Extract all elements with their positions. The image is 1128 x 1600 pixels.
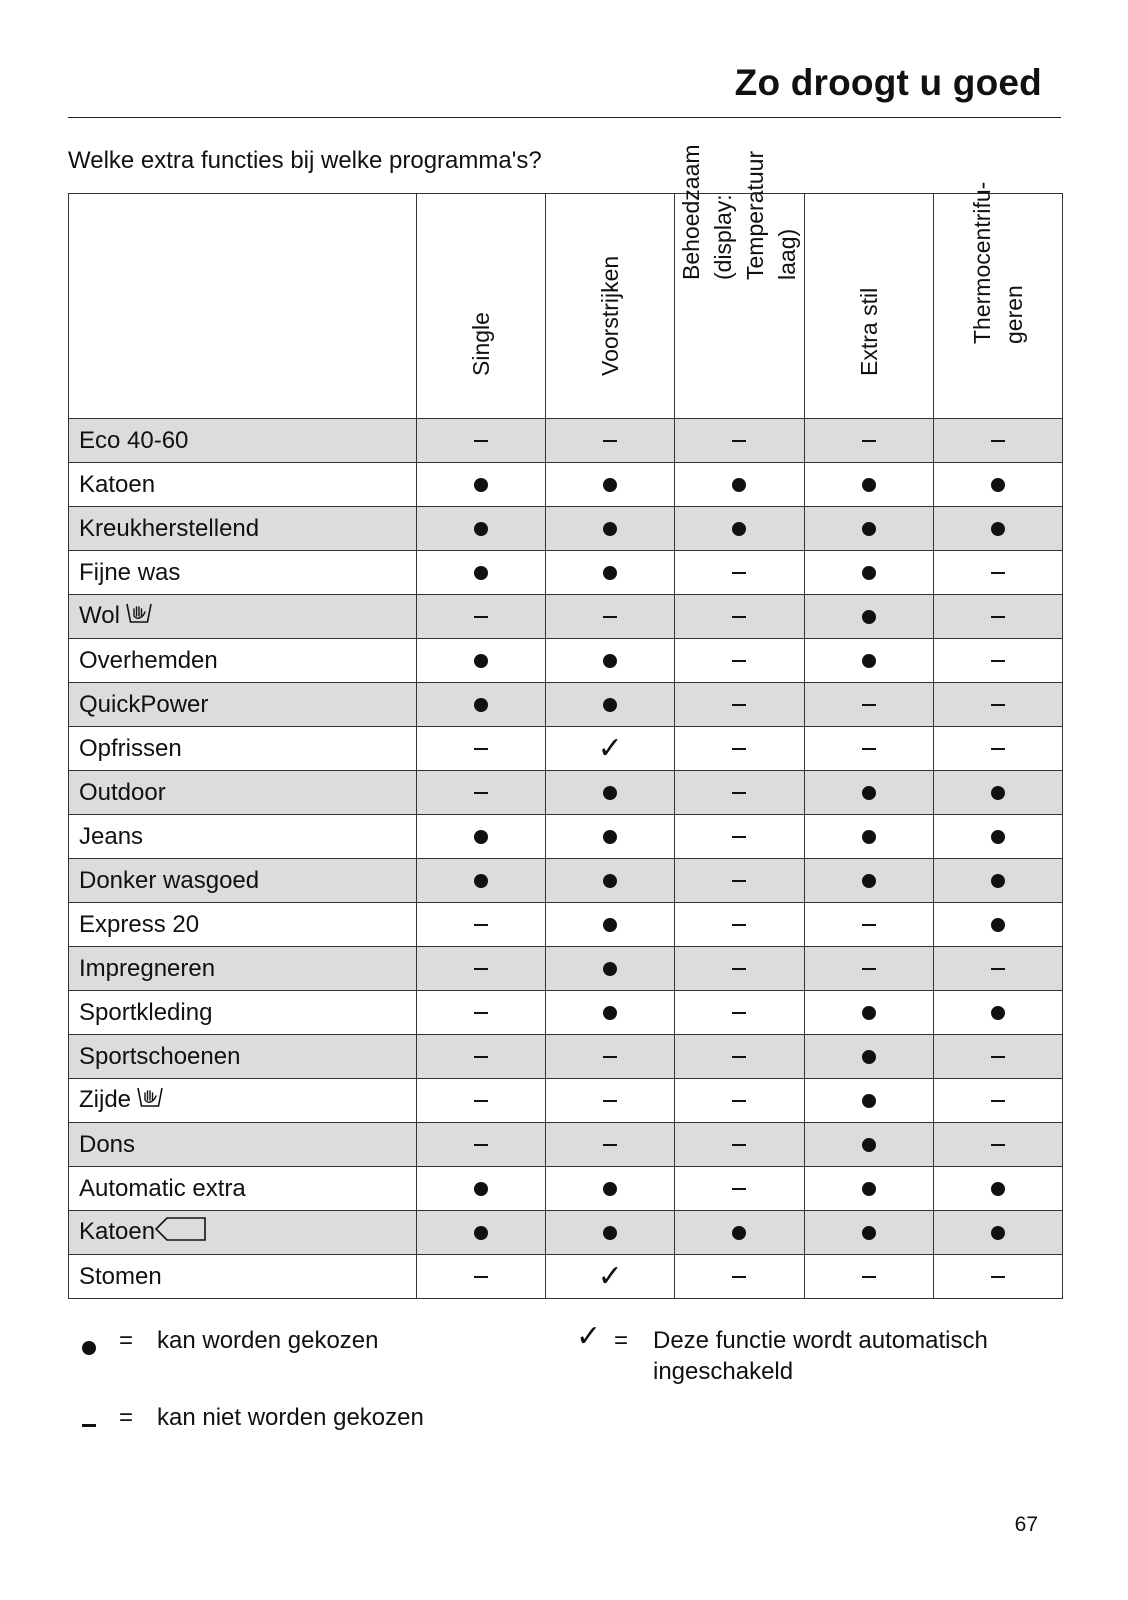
program-name: Wol — [79, 601, 120, 629]
legend-equals: = — [119, 1327, 134, 1354]
dash-icon — [732, 1188, 746, 1191]
value-cell — [933, 771, 1062, 815]
program-name: Katoen — [79, 1217, 156, 1245]
program-name-cell — [69, 771, 417, 815]
dash-icon — [603, 1056, 617, 1059]
column-header-voorstrijken: Voorstrijken — [546, 194, 675, 419]
dash-icon — [862, 968, 876, 971]
dash-icon — [991, 1276, 1005, 1279]
hand-wash-icon — [126, 600, 152, 633]
value-cell — [675, 991, 804, 1035]
header-row — [69, 194, 1063, 419]
value-cell — [546, 1255, 675, 1299]
value-cell — [675, 771, 804, 815]
dot-icon — [603, 962, 617, 976]
value-cell — [546, 903, 675, 947]
value-cell — [416, 1035, 545, 1079]
legend-check-text-line1: Deze functie wordt automatisch — [653, 1327, 988, 1354]
dash-icon — [732, 1100, 746, 1103]
value-cell — [933, 727, 1062, 771]
program-name-cell — [69, 1123, 417, 1167]
value-cell — [804, 947, 933, 991]
value-cell — [416, 991, 545, 1035]
dash-icon — [991, 616, 1005, 619]
dash-icon — [862, 924, 876, 927]
page-title: Zo droogt u goed — [734, 62, 1042, 103]
value-cell — [933, 1035, 1062, 1079]
value-cell — [546, 771, 675, 815]
dot-icon — [603, 830, 617, 844]
program-name: Impregneren — [79, 954, 216, 982]
value-cell — [675, 727, 804, 771]
dot-icon — [603, 1006, 617, 1020]
legend-dot-icon — [82, 1333, 96, 1361]
value-cell — [933, 991, 1062, 1035]
dot-icon — [603, 566, 617, 580]
value-cell — [933, 1079, 1062, 1123]
value-cell — [546, 463, 675, 507]
dot-icon — [862, 566, 876, 580]
value-cell — [933, 595, 1062, 639]
dot-icon — [862, 786, 876, 800]
value-cell — [416, 815, 545, 859]
program-name-cell — [69, 551, 417, 595]
dot-icon — [862, 1094, 876, 1108]
dash-icon — [603, 1144, 617, 1147]
program-name-cell — [69, 947, 417, 991]
program-name-cell — [69, 1167, 417, 1211]
value-cell — [804, 727, 933, 771]
dash-icon — [991, 440, 1005, 443]
table-row — [69, 1123, 1063, 1167]
value-cell — [675, 815, 804, 859]
value-cell — [933, 507, 1062, 551]
program-name: Dons — [79, 1130, 136, 1158]
value-cell — [416, 419, 545, 463]
program-name: Outdoor — [79, 778, 166, 806]
value-cell — [416, 947, 545, 991]
dot-icon — [991, 786, 1005, 800]
program-name: Automatic extra — [79, 1174, 246, 1202]
dot-icon — [474, 478, 488, 492]
value-cell — [546, 859, 675, 903]
legend-dash-text: kan niet worden gekozen — [157, 1404, 424, 1431]
dash-icon — [732, 836, 746, 839]
table-row — [69, 947, 1063, 991]
dash-icon — [991, 704, 1005, 707]
program-name-cell — [69, 463, 417, 507]
dot-icon — [991, 874, 1005, 888]
dash-icon — [991, 1056, 1005, 1059]
value-cell — [546, 551, 675, 595]
value-cell — [804, 815, 933, 859]
program-name-cell — [69, 903, 417, 947]
dot-icon — [474, 874, 488, 888]
value-cell — [416, 771, 545, 815]
corner-cell — [69, 194, 417, 419]
table-row — [69, 1079, 1063, 1123]
value-cell — [675, 419, 804, 463]
program-name: Express 20 — [79, 910, 200, 938]
value-cell — [933, 1211, 1062, 1255]
dash-icon — [991, 572, 1005, 575]
table-row — [69, 463, 1063, 507]
value-cell — [804, 991, 933, 1035]
value-cell — [804, 463, 933, 507]
dot-icon — [862, 522, 876, 536]
check-icon: ✓ — [597, 730, 623, 766]
dash-icon — [603, 1100, 617, 1103]
table-row — [69, 507, 1063, 551]
value-cell — [933, 1167, 1062, 1211]
program-name: Fijne was — [79, 558, 181, 586]
value-cell — [675, 1123, 804, 1167]
value-cell — [675, 639, 804, 683]
value-cell — [933, 639, 1062, 683]
dot-icon — [862, 478, 876, 492]
value-cell — [416, 683, 545, 727]
program-name-cell — [69, 683, 417, 727]
value-cell — [804, 551, 933, 595]
dash-icon — [474, 616, 488, 619]
dash-icon — [862, 704, 876, 707]
column-header-behoedzaam: Behoedzaam (display: Temperatuur laag) — [675, 194, 804, 419]
value-cell — [416, 463, 545, 507]
dot-icon — [862, 654, 876, 668]
dash-icon — [732, 1276, 746, 1279]
dot-icon — [474, 698, 488, 712]
program-name-cell — [69, 507, 417, 551]
legend-dot-text: kan worden gekozen — [157, 1327, 379, 1354]
value-cell — [416, 903, 545, 947]
value-cell — [675, 551, 804, 595]
table-row — [69, 419, 1063, 463]
value-cell — [546, 683, 675, 727]
value-cell — [546, 727, 675, 771]
value-cell — [933, 683, 1062, 727]
value-cell — [546, 947, 675, 991]
dash-icon — [732, 748, 746, 751]
value-cell — [546, 1167, 675, 1211]
value-cell — [416, 639, 545, 683]
value-cell — [804, 639, 933, 683]
value-cell — [416, 727, 545, 771]
value-cell — [416, 1211, 545, 1255]
value-cell — [546, 1035, 675, 1079]
eco-tag-icon — [155, 1216, 207, 1249]
dash-icon — [474, 748, 488, 751]
table-row — [69, 991, 1063, 1035]
value-cell — [675, 1079, 804, 1123]
value-cell — [933, 551, 1062, 595]
program-name-cell — [69, 419, 417, 463]
dot-icon — [474, 1226, 488, 1240]
value-cell — [804, 1123, 933, 1167]
dash-icon — [732, 880, 746, 883]
title-rule — [68, 117, 1061, 118]
dot-icon — [603, 1182, 617, 1196]
dash-icon — [991, 748, 1005, 751]
value-cell — [933, 947, 1062, 991]
value-cell — [546, 507, 675, 551]
value-cell — [546, 639, 675, 683]
dash-icon — [862, 440, 876, 443]
value-cell — [675, 947, 804, 991]
program-name: Overhemden — [79, 646, 218, 674]
dash-icon — [991, 968, 1005, 971]
program-name-cell — [69, 639, 417, 683]
value-cell — [933, 419, 1062, 463]
value-cell — [416, 1167, 545, 1211]
dot-icon — [474, 522, 488, 536]
dot-icon — [991, 478, 1005, 492]
dash-icon — [732, 704, 746, 707]
program-name-cell — [69, 815, 417, 859]
dash-icon — [862, 1276, 876, 1279]
dot-icon — [474, 566, 488, 580]
dot-icon — [991, 830, 1005, 844]
program-name-cell — [69, 727, 417, 771]
value-cell — [804, 1167, 933, 1211]
dash-icon — [732, 1144, 746, 1147]
program-name-cell — [69, 1211, 417, 1255]
dash-icon — [474, 1056, 488, 1059]
program-name: Stomen — [79, 1262, 162, 1290]
dot-icon — [474, 1182, 488, 1196]
value-cell — [416, 1123, 545, 1167]
page-number: 67 — [1014, 1513, 1038, 1536]
value-cell — [546, 1079, 675, 1123]
program-name-cell — [69, 1255, 417, 1299]
dash-icon — [732, 616, 746, 619]
dash-icon — [474, 440, 488, 443]
intro-text: Welke extra functies bij welke programma's? — [68, 147, 542, 174]
dash-icon — [732, 924, 746, 927]
program-name: Jeans — [79, 822, 144, 850]
dot-icon — [991, 1226, 1005, 1240]
dot-icon — [603, 1226, 617, 1240]
table-row — [69, 639, 1063, 683]
value-cell — [546, 419, 675, 463]
column-header-single: Single — [416, 194, 545, 419]
program-name: QuickPower — [79, 690, 209, 718]
value-cell — [804, 903, 933, 947]
value-cell — [416, 551, 545, 595]
value-cell — [804, 419, 933, 463]
value-cell — [546, 815, 675, 859]
dot-icon — [991, 1182, 1005, 1196]
hand-wash-icon — [137, 1084, 163, 1117]
table-row — [69, 1255, 1063, 1299]
legend-check-icon: ✓ — [576, 1319, 602, 1354]
value-cell — [416, 595, 545, 639]
dash-icon — [732, 968, 746, 971]
dot-icon — [603, 786, 617, 800]
value-cell — [804, 1035, 933, 1079]
value-cell — [675, 1167, 804, 1211]
program-name-cell — [69, 991, 417, 1035]
value-cell — [804, 1079, 933, 1123]
program-name: Sportkleding — [79, 998, 213, 1026]
value-cell — [416, 859, 545, 903]
dot-icon — [603, 874, 617, 888]
dash-icon — [474, 1276, 488, 1279]
value-cell — [933, 1123, 1062, 1167]
table-row — [69, 683, 1063, 727]
value-cell — [546, 991, 675, 1035]
program-name-cell — [69, 1079, 417, 1123]
value-cell — [804, 1211, 933, 1255]
dash-icon — [474, 1144, 488, 1147]
program-name: Kreukherstellend — [79, 514, 260, 542]
dot-icon — [862, 830, 876, 844]
column-header-extra-stil: Extra stil — [804, 194, 933, 419]
value-cell — [804, 771, 933, 815]
value-cell — [675, 683, 804, 727]
dot-icon — [474, 830, 488, 844]
value-cell — [675, 1255, 804, 1299]
dash-icon — [862, 748, 876, 751]
dash-icon — [603, 440, 617, 443]
column-header-thermocentrifugeren: Thermocentrifu- geren — [933, 194, 1062, 419]
value-cell — [804, 859, 933, 903]
program-name-cell — [69, 1035, 417, 1079]
dash-icon — [474, 924, 488, 927]
table-row — [69, 1167, 1063, 1211]
table-row — [69, 551, 1063, 595]
dot-icon — [603, 918, 617, 932]
table-row — [69, 727, 1063, 771]
table-row — [69, 1035, 1063, 1079]
value-cell — [416, 1079, 545, 1123]
dot-icon — [862, 1182, 876, 1196]
dot-icon — [862, 874, 876, 888]
check-icon: ✓ — [597, 1258, 623, 1294]
program-name: Sportschoenen — [79, 1042, 241, 1070]
dot-icon — [862, 1138, 876, 1152]
program-name-cell — [69, 859, 417, 903]
dot-icon — [862, 1226, 876, 1240]
value-cell — [804, 683, 933, 727]
value-cell — [675, 507, 804, 551]
legend-dash-icon — [82, 1411, 96, 1439]
program-name-cell — [69, 595, 417, 639]
value-cell — [804, 507, 933, 551]
value-cell — [933, 815, 1062, 859]
program-name: Katoen — [79, 470, 156, 498]
value-cell — [546, 1211, 675, 1255]
table-row — [69, 859, 1063, 903]
dash-icon — [474, 1012, 488, 1015]
program-name: Opfrissen — [79, 734, 182, 762]
dash-icon — [474, 968, 488, 971]
dot-icon — [991, 522, 1005, 536]
value-cell — [933, 859, 1062, 903]
dot-icon — [603, 478, 617, 492]
program-name: Zijde — [79, 1085, 132, 1113]
dot-icon — [862, 1050, 876, 1064]
dash-icon — [474, 1100, 488, 1103]
dot-icon — [862, 610, 876, 624]
dash-icon — [732, 792, 746, 795]
legend-equals: = — [614, 1327, 629, 1354]
table-row — [69, 595, 1063, 639]
legend-equals: = — [119, 1404, 134, 1431]
dot-icon — [732, 478, 746, 492]
table-row — [69, 771, 1063, 815]
dot-icon — [732, 522, 746, 536]
value-cell — [933, 463, 1062, 507]
value-cell — [675, 859, 804, 903]
value-cell — [416, 1255, 545, 1299]
value-cell — [675, 463, 804, 507]
table-row — [69, 903, 1063, 947]
dot-icon — [732, 1226, 746, 1240]
dash-icon — [991, 660, 1005, 663]
value-cell — [804, 1255, 933, 1299]
dash-icon — [732, 1012, 746, 1015]
table-row — [69, 1211, 1063, 1255]
dash-icon — [474, 792, 488, 795]
value-cell — [416, 507, 545, 551]
program-name: Eco 40-60 — [79, 426, 189, 454]
dot-icon — [474, 654, 488, 668]
dot-icon — [603, 522, 617, 536]
dash-icon — [991, 1100, 1005, 1103]
dash-icon — [732, 1056, 746, 1059]
dot-icon — [862, 1006, 876, 1020]
dot-icon — [991, 1006, 1005, 1020]
legend-check-text-line2: ingeschakeld — [653, 1358, 794, 1385]
value-cell — [675, 903, 804, 947]
table-row — [69, 815, 1063, 859]
dash-icon — [732, 572, 746, 575]
table-body — [69, 419, 1063, 1299]
value-cell — [933, 1255, 1062, 1299]
dash-icon — [991, 1144, 1005, 1147]
dash-icon — [732, 440, 746, 443]
value-cell — [675, 595, 804, 639]
value-cell — [546, 1123, 675, 1167]
value-cell — [675, 1211, 804, 1255]
dot-icon — [991, 918, 1005, 932]
dash-icon — [732, 660, 746, 663]
value-cell — [546, 595, 675, 639]
value-cell — [933, 903, 1062, 947]
dot-icon — [603, 698, 617, 712]
value-cell — [675, 1035, 804, 1079]
value-cell — [804, 595, 933, 639]
dash-icon — [603, 616, 617, 619]
dot-icon — [603, 654, 617, 668]
program-name: Donker wasgoed — [79, 866, 260, 894]
